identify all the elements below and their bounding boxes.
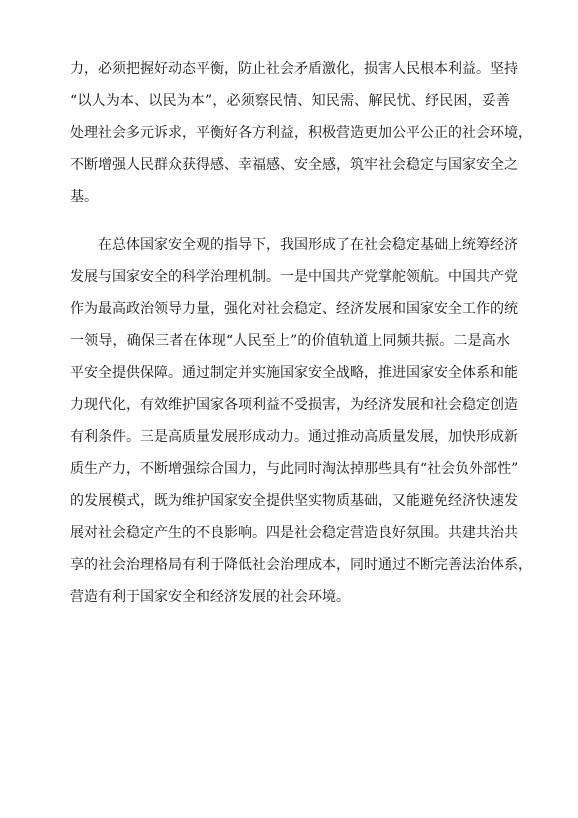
paragraph-line: 质生产力，不断增强综合国力，与此同时淘汰掉那些具有“社会负外部性” <box>70 461 519 477</box>
paragraph-line: “以人为本、以民为本”，必须察民情、知民需、解民忧、纾民困，妥善 <box>70 93 510 109</box>
paragraph-line: 展对社会稳定产生的不良影响。四是社会稳定营造良好氛围。共建共治共 <box>70 525 518 541</box>
paragraph-line: 营造有利于国家安全和经济发展的社会环境。 <box>70 589 350 605</box>
paragraph-line: 基。 <box>70 189 98 205</box>
paragraph-1 <box>70 53 532 213</box>
paragraph-line: 作为最高政治领导力量，强化对社会稳定、经济发展和国家安全工作的统 <box>70 301 518 317</box>
paragraph-line: 处理社会多元诉求，平衡好各方利益，积极营造更加公平公正的社会环境， <box>70 125 532 141</box>
paragraph-line: 发展与国家安全的科学治理机制。一是中国共产党掌舵领航。中国共产党 <box>70 269 518 285</box>
paragraph-line: 平安全提供保障。通过制定并实施国家安全战略，推进国家安全体系和能 <box>70 365 518 381</box>
paragraph-line: 有利条件。三是高质量发展形成动力。通过推动高质量发展，加快形成新 <box>70 429 518 445</box>
paragraph-line: 力现代化，有效维护国家各项利益不受损害，为经济发展和社会稳定创造 <box>70 397 518 413</box>
paragraph-line: 在总体国家安全观的指导下，我国形成了在社会稳定基础上统筹经济 <box>98 237 518 253</box>
paragraph-line: 力，必须把握好动态平衡，防止社会矛盾激化，损害人民根本利益。坚持 <box>70 61 518 77</box>
paragraph-2 <box>70 229 532 613</box>
paragraph-line: 享的社会治理格局有利于降低社会治理成本，同时通过不断完善法治体系， <box>70 557 532 573</box>
paragraph-line: 一领导，确保三者在体现“人民至上”的价值轨道上同频共振。二是高水 <box>70 333 510 349</box>
paragraph-line: 的发展模式，既为维护国家安全提供坚实物质基础，又能避免经济快速发 <box>70 493 518 509</box>
paragraph-line: 不断增强人民群众获得感、幸福感、安全感，筑牢社会稳定与国家安全之 <box>70 157 518 173</box>
